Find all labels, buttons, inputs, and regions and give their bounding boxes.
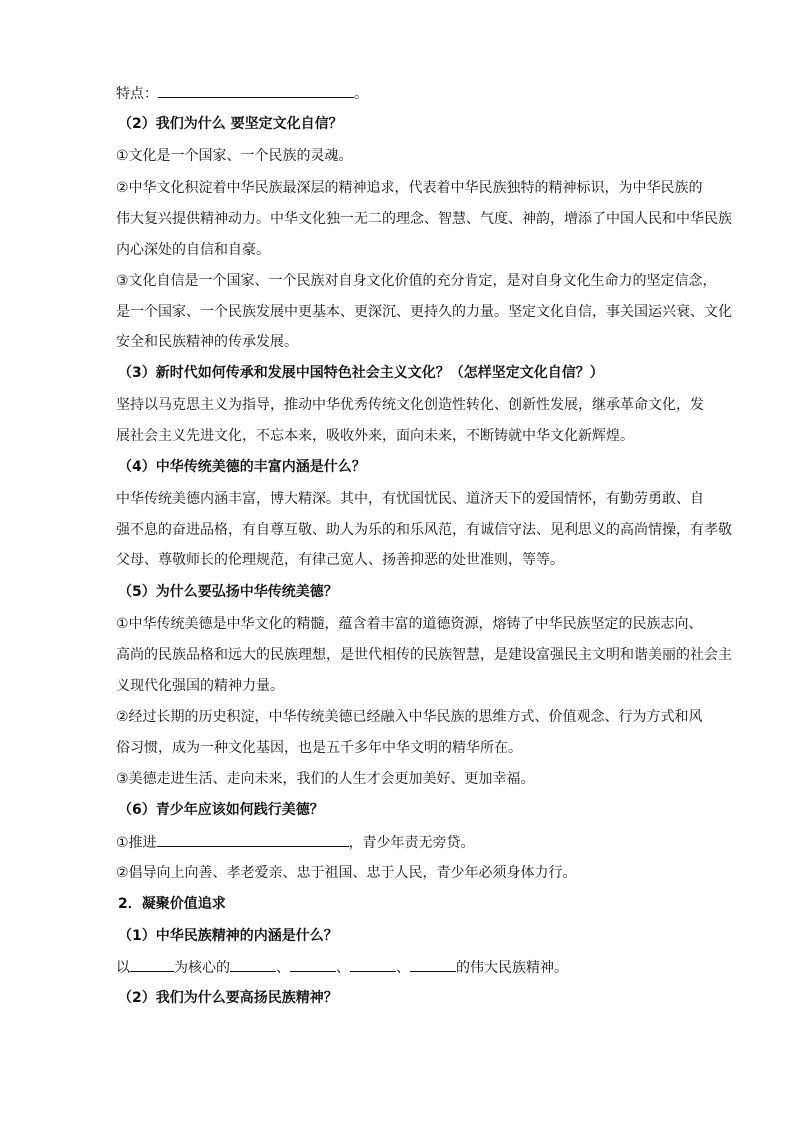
separator-3: 、 bbox=[396, 960, 410, 976]
spirit-blank-4[interactable] bbox=[410, 957, 456, 972]
spirit-blank-2[interactable] bbox=[290, 957, 336, 972]
question-4-heading: （4）中华传统美德的丰富内涵是什么？ bbox=[118, 459, 366, 475]
answer-4-line-3: 父母、尊敬师长的伦理规范，有律己宽人、扬善抑恶的处世准则，等等。 bbox=[116, 552, 564, 568]
answer-text-yi: 以 bbox=[116, 960, 130, 976]
section-2-question-2-heading: （2）我们为什么要高扬民族精神？ bbox=[118, 990, 338, 1006]
feature-period: 。 bbox=[354, 86, 368, 102]
answer-6-blank[interactable] bbox=[157, 832, 349, 847]
answer-2-point-3-line-2: 是一个国家、一个民族发展中更基本、更深沉、更持久的力量。坚定文化自信，事关国运兴衰、文化 bbox=[116, 304, 732, 320]
spirit-blank-1[interactable] bbox=[230, 957, 276, 972]
section-2-heading: 2．凝聚价值追求 bbox=[118, 896, 226, 912]
answer-2-point-2-line-1: ②中华文化积淀着中华民族最深层的精神追求，代表着中华民族独特的精神标识，为中华民族的 bbox=[116, 180, 703, 196]
answer-text-core: 为核心的 bbox=[174, 960, 230, 976]
answer-5-point-2-line-1: ②经过长期的历史积淀，中华传统美德已经融入中华民族的思维方式、价值观念、行为方式和风 bbox=[116, 709, 703, 725]
answer-4-line-1: 中华传统美德内涵丰富，博大精深。其中，有忧国忧民、道济天下的爱国情怀，有勤劳勇敢、自 bbox=[116, 491, 704, 507]
feature-label: 特点： bbox=[116, 86, 158, 102]
answer-4-line-2: 强不息的奋进品格，有自尊互敬、助人为乐的和乐风范，有诚信守法、见利思义的高尚情操，有孝敬 bbox=[116, 522, 732, 538]
answer-5-point-2-line-2: 俗习惯，成为一种文化基因，也是五千多年中华文明的精华所在。 bbox=[116, 740, 522, 756]
question-5-heading: （5）为什么要弘扬中华传统美德？ bbox=[118, 584, 338, 600]
answer-6-point-1-suffix: ，青少年责无旁贷。 bbox=[348, 835, 475, 851]
feature-blank[interactable] bbox=[158, 83, 354, 98]
core-blank[interactable] bbox=[130, 957, 174, 972]
answer-3-line-1: 坚持以马克思主义为指导，推动中华优秀传统文化创造性转化、创新性发展，继承革命文化，发 bbox=[116, 397, 704, 413]
answer-5-point-1-line-3: 义现代化强国的精神力量。 bbox=[116, 678, 284, 694]
answer-2-point-3-line-1: ③文化自信是一个国家、一个民族对自身文化价值的充分肯定，是对自身文化生命力的坚定信念， bbox=[116, 273, 717, 289]
answer-5-point-1-line-1: ①中华传统美德是中华文化的精髓，蕴含着丰富的道德资源，熔铸了中华民族坚定的民族志向、 bbox=[116, 616, 703, 632]
section-2-question-1-heading: （1）中华民族精神的内涵是什么？ bbox=[118, 928, 338, 944]
answer-2-point-2-line-2: 伟大复兴提供精神动力。中华文化独一无二的理念、智慧、气度、神韵，增添了中国人民和中华民族 bbox=[116, 211, 732, 227]
answer-text-end: 的伟大民族精神。 bbox=[456, 960, 568, 976]
answer-2-point-2-line-3: 内心深处的自信和自豪。 bbox=[116, 242, 270, 258]
spirit-blank-3[interactable] bbox=[350, 957, 396, 972]
separator-1: 、 bbox=[276, 960, 290, 976]
answer-5-point-3: ③美德走进生活、走向未来，我们的人生才会更加美好、更加幸福。 bbox=[116, 771, 535, 787]
question-6-heading: （6）青少年应该如何践行美德？ bbox=[118, 802, 324, 818]
answer-6-point-2: ②倡导向上向善、孝老爱亲、忠于祖国、忠于人民，青少年必须身体力行。 bbox=[116, 865, 577, 881]
answer-3-line-2: 展社会主义先进文化，不忘本来，吸收外来，面向未来，不断铸就中华文化新辉煌。 bbox=[116, 428, 634, 444]
question-2-heading: （2）我们为什么 要坚定文化自信？ bbox=[118, 116, 343, 132]
feature-fill-line bbox=[116, 83, 716, 104]
answer-5-point-1-line-2: 高尚的民族品格和远大的民族理想，是世代相传的民族智慧，是建设富强民主文明和谐美丽的社会主 bbox=[116, 647, 732, 663]
section-2-answer-1-fill-line bbox=[116, 957, 716, 978]
separator-2: 、 bbox=[336, 960, 350, 976]
answer-2-point-1: ①文化是一个国家、一个民族的灵魂。 bbox=[116, 148, 353, 164]
answer-6-point-1 bbox=[116, 832, 716, 853]
answer-2-point-3-line-3: 安全和民族精神的传承发展。 bbox=[116, 334, 298, 350]
answer-6-point-1-prefix: ①推进 bbox=[116, 835, 157, 851]
question-3-heading: （3）新时代如何传承和发展中国特色社会主义文化？（怎样坚定文化自信？） bbox=[118, 365, 604, 381]
